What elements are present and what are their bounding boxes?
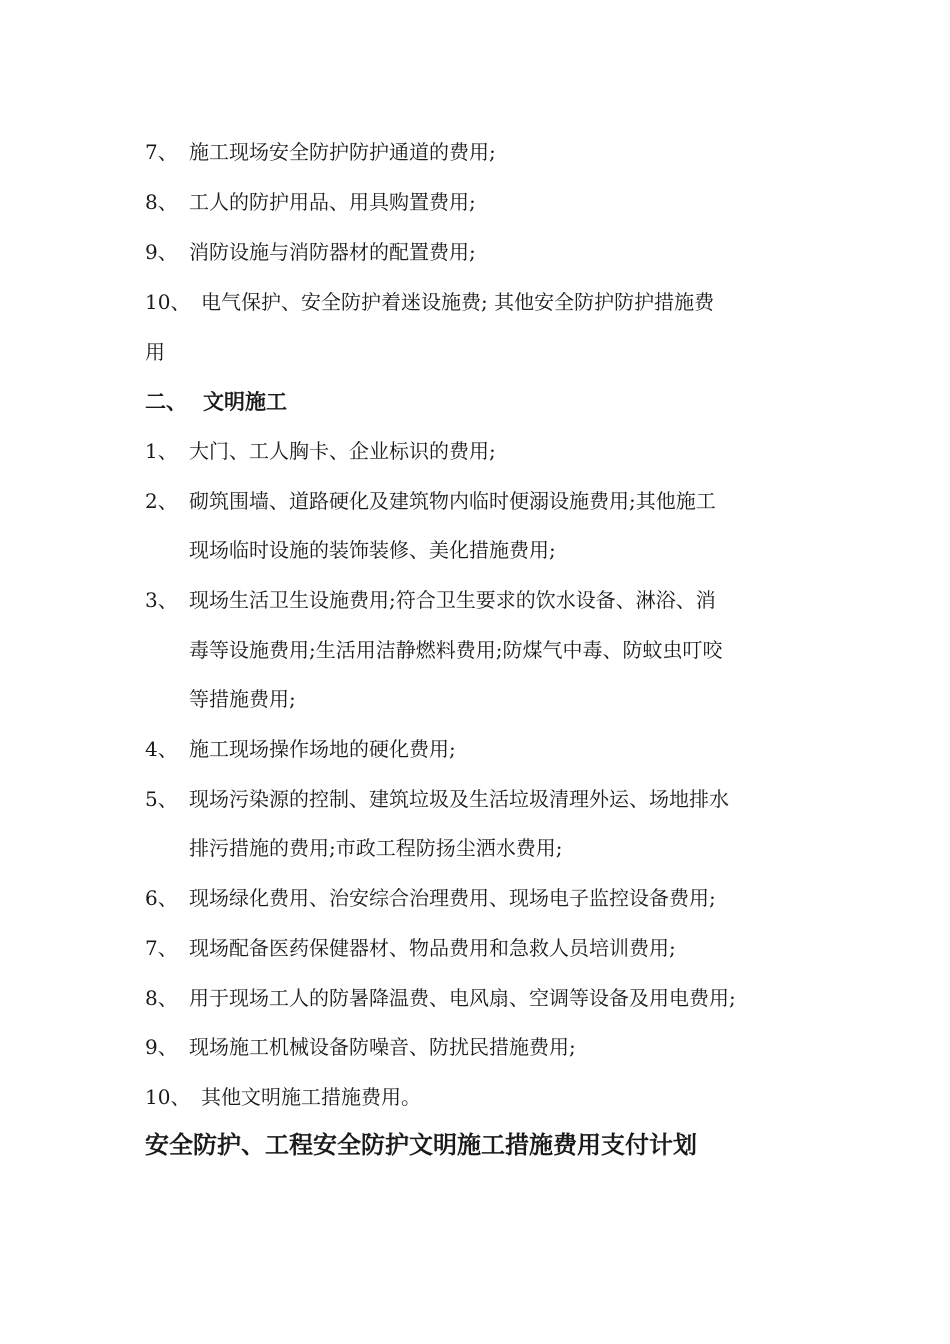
item-text: 工人的防护用品、用具购置费用; xyxy=(189,190,476,214)
list-item xyxy=(145,1033,576,1061)
item-text-continuation: 毒等设施费用;生活用洁静燃料费用;防煤气中毒、防蚊虫叮咬 xyxy=(189,638,723,662)
item-number: 7、 xyxy=(145,140,178,164)
item-text-continuation: 用 xyxy=(145,340,165,364)
list-item xyxy=(145,934,676,962)
item-text: 现场施工机械设备防噪音、防扰民措施费用; xyxy=(189,1035,576,1059)
item-number: 6、 xyxy=(145,886,178,910)
item-number: 4、 xyxy=(145,737,178,761)
section-number: 二、 xyxy=(145,390,187,414)
item-number: 10、 xyxy=(145,290,191,314)
list-item xyxy=(145,188,476,216)
item-number: 7、 xyxy=(145,936,178,960)
item-number: 9、 xyxy=(145,1035,178,1059)
list-item xyxy=(145,1083,421,1111)
list-item xyxy=(145,138,496,166)
page-title: 安全防护、工程安全防护文明施工措施费用支付计划 xyxy=(145,1131,697,1159)
item-text: 施工现场操作场地的硬化费用; xyxy=(189,737,456,761)
section-title: 文明施工 xyxy=(203,390,287,414)
list-item xyxy=(145,487,716,515)
item-number: 2、 xyxy=(145,489,178,513)
list-item xyxy=(145,884,716,912)
item-number: 1、 xyxy=(145,439,178,463)
item-text: 电气保护、安全防护着迷设施费; 其他安全防护防护措施费 xyxy=(201,290,715,314)
item-text-continuation: 等措施费用; xyxy=(189,687,296,711)
item-text: 用于现场工人的防暑降温费、电风扇、空调等设备及用电费用; xyxy=(189,986,736,1010)
list-item xyxy=(145,984,736,1012)
list-item xyxy=(145,238,476,266)
item-text: 大门、工人胸卡、企业标识的费用; xyxy=(189,439,496,463)
list-item xyxy=(145,288,714,316)
item-text: 施工现场安全防护防护通道的费用; xyxy=(189,140,496,164)
list-item xyxy=(145,586,716,614)
item-number: 8、 xyxy=(145,986,178,1010)
item-number: 9、 xyxy=(145,240,178,264)
list-item xyxy=(145,785,729,813)
section-heading xyxy=(145,388,287,416)
item-text: 现场配备医药保健器材、物品费用和急救人员培训费用; xyxy=(189,936,676,960)
list-item xyxy=(145,437,496,465)
item-text-continuation: 现场临时设施的装饰装修、美化措施费用; xyxy=(189,538,556,562)
item-number: 10、 xyxy=(145,1085,191,1109)
item-text: 砌筑围墙、道路硬化及建筑物内临时便溺设施费用;其他施工 xyxy=(189,489,716,513)
item-text: 现场绿化费用、治安综合治理费用、现场电子监控设备费用; xyxy=(189,886,716,910)
item-text: 其他文明施工措施费用。 xyxy=(201,1085,421,1109)
item-text: 现场生活卫生设施费用;符合卫生要求的饮水设备、淋浴、消 xyxy=(189,588,716,612)
list-item xyxy=(145,735,456,763)
item-text-continuation: 排污措施的费用;市政工程防扬尘洒水费用; xyxy=(189,836,563,860)
item-text: 消防设施与消防器材的配置费用; xyxy=(189,240,476,264)
item-number: 3、 xyxy=(145,588,178,612)
item-text: 现场污染源的控制、建筑垃圾及生活垃圾清理外运、场地排水 xyxy=(189,787,729,811)
item-number: 5、 xyxy=(145,787,178,811)
item-number: 8、 xyxy=(145,190,178,214)
